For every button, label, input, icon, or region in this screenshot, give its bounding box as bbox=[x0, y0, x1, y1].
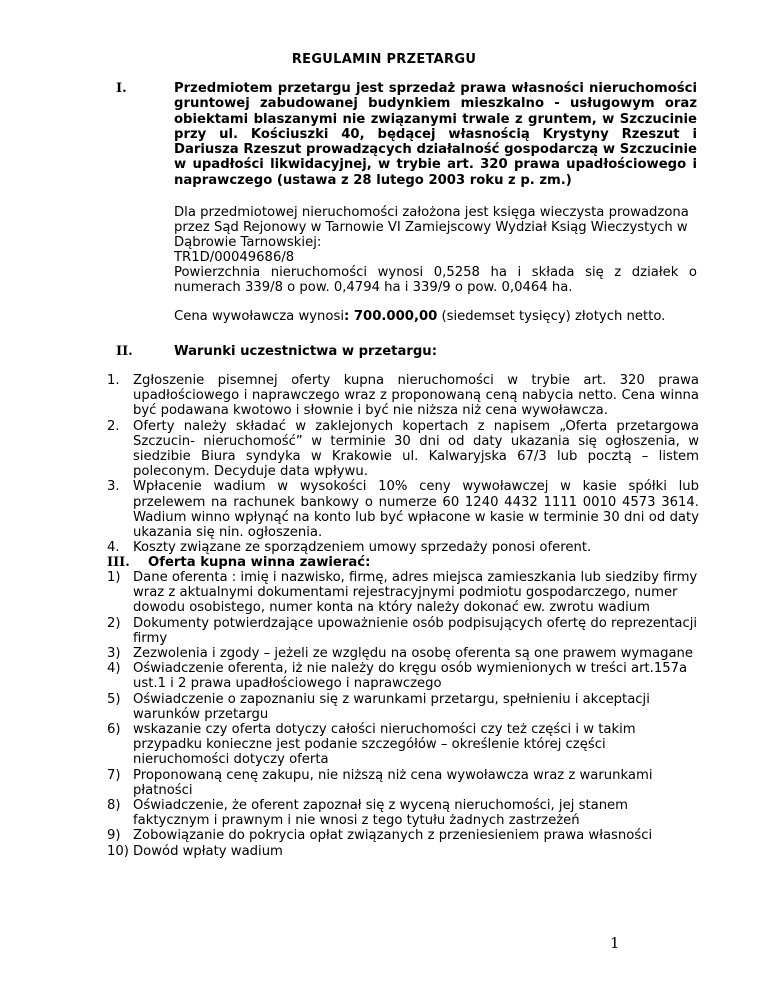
list-item bbox=[107, 692, 699, 722]
item-number: 2) bbox=[107, 615, 121, 631]
item-number: 3) bbox=[107, 646, 121, 662]
item-text: Dokumenty potwierdzające upoważnienie osób podpisujących ofertę do reprezentacji firmy bbox=[133, 615, 698, 646]
offer-contents-list bbox=[107, 570, 699, 859]
list-item bbox=[107, 570, 699, 616]
item-text: Oświadczenie, że oferent zapoznał się z wyceną nieruchomości, jej stanem faktycznym i prawnym i nie wnosi z tego tytułu żadnych zastrzeżeń bbox=[133, 798, 629, 829]
land-register-paragraph bbox=[174, 205, 697, 265]
list-item bbox=[107, 373, 699, 419]
conditions-list bbox=[107, 373, 699, 555]
item-number: 7) bbox=[107, 767, 121, 783]
list-item bbox=[107, 616, 699, 646]
price-paragraph bbox=[174, 309, 697, 324]
item-text: Dane oferenta : imię i nazwisko, firmę, adres miejsca zamieszkania lub siedziby firmy wraz z aktualnymi dokumentami rejestracyjnymi podmiotu gospodarczego, numer dowodu osobistego, numer konta na który należy dokonać ew. zwrotu wadium bbox=[133, 570, 698, 616]
price-value: : 700.000,00 bbox=[344, 309, 438, 324]
area-paragraph: Powierzchnia nieruchomości wynosi 0,5258 ha i składa się z działek o numerach 339/8 o pow. 0,4794 ha i 339/9 o pow. 0,0464 ha. bbox=[174, 265, 697, 295]
item-text: Zgłoszenie pisemnej oferty kupna nieruchomości w trybie art. 320 prawa upadłościowego i naprawczego wraz z proponowaną ceną nabycia netto. Cena winna być podawana kwotowo i słownie i być nie niższa niż cena wywoławcza. bbox=[133, 373, 699, 419]
land-register-line: przez Sąd Rejonowy w Tarnowie VI Zamiejscowy Wydział Ksiąg Wieczystych w bbox=[174, 220, 688, 235]
item-text: Dowód wpłaty wadium bbox=[133, 843, 283, 859]
list-item bbox=[107, 479, 699, 540]
list-item bbox=[107, 722, 699, 768]
price-suffix: (siedemset tysięcy) złotych netto. bbox=[437, 309, 666, 324]
land-register-line: Dąbrowie Tarnowskiej: bbox=[174, 235, 322, 250]
item-number: 3. bbox=[107, 479, 120, 495]
item-number: 1) bbox=[107, 570, 121, 585]
item-number: 10) bbox=[107, 843, 129, 859]
list-item bbox=[107, 540, 699, 555]
item-number: 8) bbox=[107, 798, 121, 814]
land-register-line: Dla przedmiotowej nieruchomości założona jest księga wieczysta prowadzona bbox=[174, 205, 689, 220]
list-item bbox=[107, 798, 699, 828]
item-text: Proponowaną cenę zakupu, nie niższą niż cena wywoławcza wraz z warunkami płatności bbox=[133, 767, 653, 798]
list-item bbox=[107, 419, 699, 480]
item-text: Zezwolenia i zgody – jeżeli ze względu na osobę oferenta są one prawem wymagane bbox=[133, 646, 694, 662]
item-text: Oferty należy składać w zaklejonych kopertach z napisem „Oferta przetargowa Szczucin- nieruchomość” w terminie 30 dni od daty ukazania się ogłoszenia, w siedzibie Biura syndyka w Krakowie ul. Kalwaryjska 67/3 lub pocztą – listem poleconym. Decyduje data wpływu. bbox=[133, 418, 699, 480]
section-2-number: II. bbox=[116, 344, 133, 359]
item-number: 4. bbox=[107, 540, 120, 556]
item-number: 5) bbox=[107, 691, 121, 707]
section-2-heading: Warunki uczestnictwa w przetargu: bbox=[174, 344, 437, 359]
item-text: Oświadczenie o zapoznaniu się z warunkami przetargu, spełnieniu i akceptacji warunków przetargu bbox=[133, 691, 650, 722]
list-item bbox=[107, 646, 699, 661]
item-text: wskazanie czy oferta dotyczy całości nieruchomości czy też części i w takim przypadku konieczne jest podanie szczegółów – określenie której części nieruchomości dotyczy oferta bbox=[133, 722, 636, 768]
item-number: 4) bbox=[107, 661, 121, 677]
section-1-number: I. bbox=[116, 81, 127, 96]
list-item bbox=[107, 828, 699, 843]
item-number: 6) bbox=[107, 722, 121, 738]
land-register-number: TR1D/00049686/8 bbox=[174, 250, 295, 265]
item-text: Oświadczenie oferenta, iż nie należy do kręgu osób wymienionych w treści art.157a ust.1 i 2 prawa upadłościowego i naprawczego bbox=[133, 661, 688, 692]
list-item bbox=[107, 768, 699, 798]
item-number: 9) bbox=[107, 828, 121, 844]
item-text: Wpłacenie wadium w wysokości 10% ceny wywoławczej w kasie spółki lub przelewem na rachunek bankowy o numerze 60 1240 4432 1111 0010 4573 3614. Wadium winno wpłynąć na konto lub być wpłacone w kasie w terminie 30 dni od daty ukazania się nin. ogłoszenia. bbox=[133, 479, 699, 541]
section-1-heading: Przedmiotem przetargu jest sprzedaż prawa własności nieruchomości gruntowej zabudowanej budynkiem mieszkalno - usługowym oraz obiektami blaszanymi nie związanymi trwale z gruntem, w Szczucinie przy ul. Kościuszki 40, będącej własnością Krystyny Rzeszut i Dariusza Rzeszut prowadzących działalność gospodarczą w Szczucinie w upadłości likwidacyjnej, w trybie art. 320 prawa upadłościowego i naprawczego (ustawa z 28 lutego 2003 roku z p. zm.) bbox=[174, 81, 697, 188]
item-text: Zobowiązanie do pokrycia opłat związanych z przeniesieniem prawa własności bbox=[133, 828, 653, 844]
item-number: 1. bbox=[107, 373, 120, 388]
price-prefix: Cena wywoławcza wynosi bbox=[174, 309, 345, 324]
page-title: REGULAMIN PRZETARGU bbox=[291, 52, 477, 67]
item-number: 2. bbox=[107, 418, 120, 434]
page-number: 1 bbox=[610, 934, 620, 952]
section-3-heading: Oferta kupna winna zawierać: bbox=[148, 555, 371, 570]
section-3-number: III. bbox=[107, 555, 130, 570]
list-item bbox=[107, 661, 699, 691]
list-item bbox=[107, 844, 699, 859]
item-text: Koszty związane ze sporządzeniem umowy sprzedaży ponosi oferent. bbox=[133, 540, 592, 556]
